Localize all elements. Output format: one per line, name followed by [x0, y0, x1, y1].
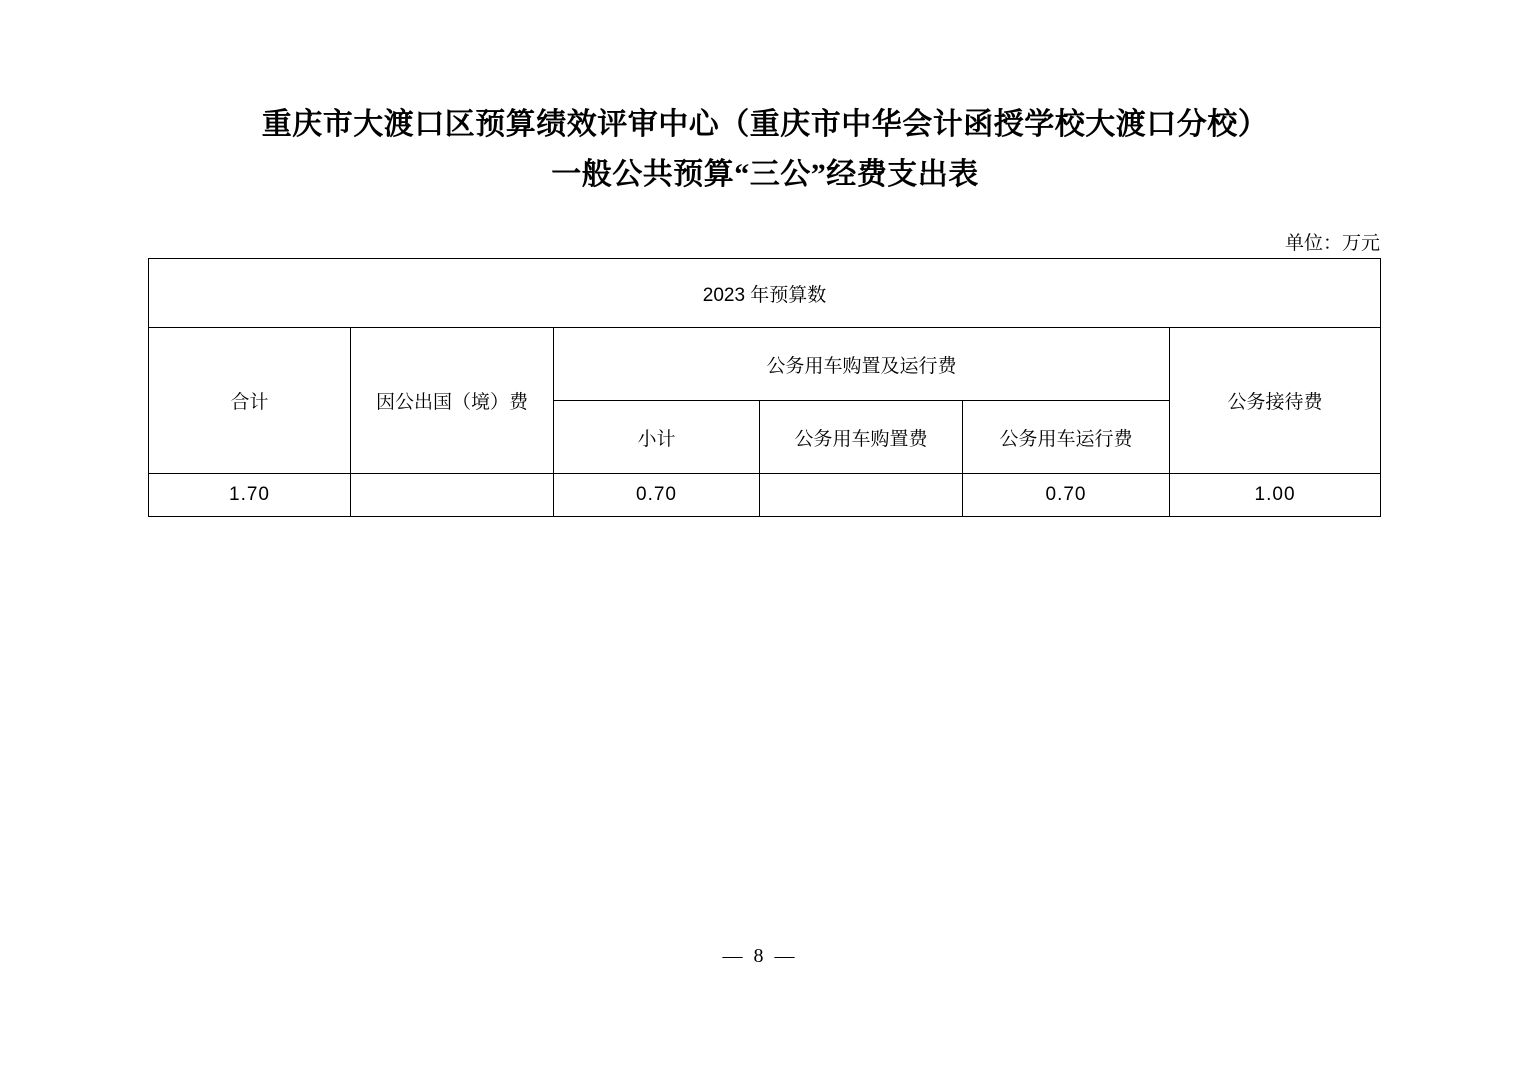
value-abroad	[351, 474, 554, 517]
group-header-2023: 2023 年预算数	[149, 259, 1381, 328]
column-header-reception: 公务接待费	[1170, 328, 1381, 474]
table-row	[149, 259, 1381, 328]
column-header-vehicle-group: 公务用车购置及运行费	[554, 328, 1170, 401]
table-row	[149, 328, 1381, 401]
value-total: 1.70	[149, 474, 351, 517]
page-title	[150, 100, 1380, 200]
column-header-vehicle-operation: 公务用车运行费	[963, 401, 1170, 474]
title-line-1: 重庆市大渡口区预算绩效评审中心（重庆市中华会计函授学校大渡口分校）	[261, 108, 1269, 141]
column-header-total: 合计	[149, 328, 351, 474]
unit-note: 单位：万元	[1284, 233, 1380, 254]
budget-table	[148, 258, 1381, 517]
value-reception: 1.00	[1170, 474, 1381, 517]
column-header-abroad: 因公出国（境）费	[351, 328, 554, 474]
value-vehicle-purchase	[760, 474, 963, 517]
value-vehicle-operation: 0.70	[963, 474, 1170, 517]
value-vehicle-subtotal: 0.70	[554, 474, 760, 517]
column-header-vehicle-subtotal: 小计	[554, 401, 760, 474]
column-header-vehicle-purchase: 公务用车购置费	[760, 401, 963, 474]
table-row	[149, 474, 1381, 517]
title-line-2: 一般公共预算“三公”经费支出表	[551, 158, 979, 191]
page-number: — 8 —	[722, 945, 798, 967]
